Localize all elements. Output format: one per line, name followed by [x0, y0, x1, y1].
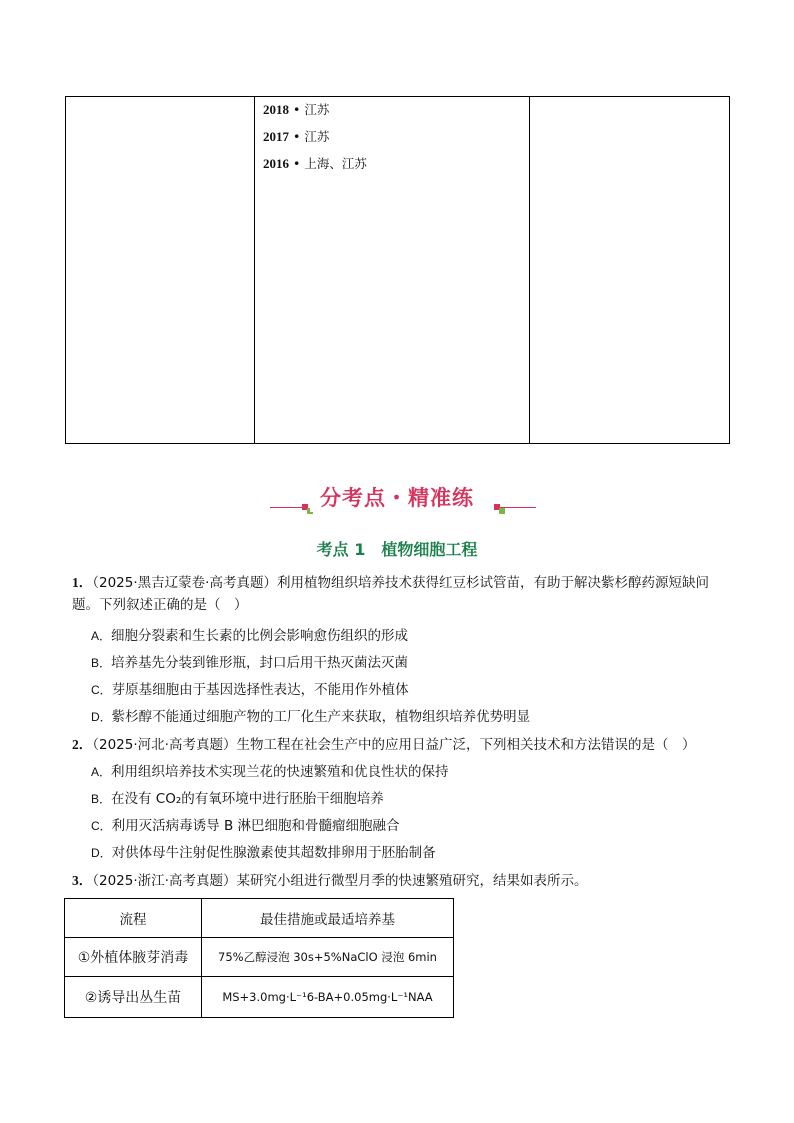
table-cell-years: [255, 97, 530, 444]
question-text: （2025·河北·高考真题）生物工程在社会生产中的应用日益广泛，下列相关技术和方法错误的是（ ）: [92, 737, 696, 753]
question-text: （2025·浙江·高考真题）某研究小组进行微型月季的快速繁殖研究，结果如表所示。: [92, 873, 588, 889]
section-title-text: 分考点・精准练: [310, 482, 484, 512]
option-1b: B．培养基先分装到锥形瓶，封口后用干热灭菌法灭菌: [91, 655, 409, 671]
question-number: 2．: [72, 737, 93, 752]
table-row: [65, 938, 454, 977]
option-1c: C．芽原基细胞由于基因选择性表达，不能用作外植体: [91, 682, 409, 698]
table-cell-right: [530, 97, 730, 444]
year-item: 2017 • 江苏: [263, 129, 330, 144]
question-number: 3．: [72, 873, 93, 888]
question-1: [72, 572, 732, 616]
table-cell: ①外植体腋芽消毒: [65, 938, 202, 977]
section-title: [0, 482, 794, 516]
table-header: 流程: [65, 899, 202, 938]
question-2: [72, 734, 732, 756]
table-cell: 75%乙醇浸泡 30s+5%NaClO 浸泡 6min: [202, 938, 454, 977]
year-item: 2018 • 江苏: [263, 102, 330, 117]
table-header: 最佳措施或最适培养基: [202, 899, 454, 938]
question-3: [72, 870, 732, 892]
question-number: 1．: [72, 575, 93, 590]
exam-info-table: [65, 96, 730, 444]
propagation-table: [64, 898, 454, 1018]
question-text: （2025·黑吉辽蒙卷·高考真题）利用植物组织培养技术获得红豆杉试管苗，有助于解决紫杉醇药源短缺问题。下列叙述正确的是（ ）: [72, 575, 709, 613]
option-2b: B．在没有 CO₂的有氧环境中进行胚胎干细胞培养: [91, 791, 384, 807]
table-row: [65, 977, 454, 1018]
topic-subtitle: 考点 1 植物细胞工程: [316, 540, 478, 559]
option-2a: A．利用组织培养技术实现兰花的快速繁殖和优良性状的保持: [91, 764, 449, 780]
year-item: 2016 • 上海、江苏: [263, 156, 367, 171]
option-2c: C．利用灭活病毒诱导 B 淋巴细胞和骨髓瘤细胞融合: [91, 818, 400, 834]
table-cell-left: [66, 97, 255, 444]
option-2d: D．对供体母牛注射促性腺激素使其超数排卵用于胚胎制备: [91, 845, 436, 861]
table-header-row: [65, 899, 454, 938]
table-cell: MS+3.0mg·L⁻¹6-BA+0.05mg·L⁻¹NAA: [202, 977, 454, 1018]
year-list: [255, 97, 529, 180]
table-cell: ②诱导出丛生苗: [65, 977, 202, 1018]
option-1a: A．细胞分裂素和生长素的比例会影响愈伤组织的形成: [91, 628, 409, 644]
option-1d: D．紫杉醇不能通过细胞产物的工厂化生产来获取，植物组织培养优势明显: [91, 709, 531, 725]
